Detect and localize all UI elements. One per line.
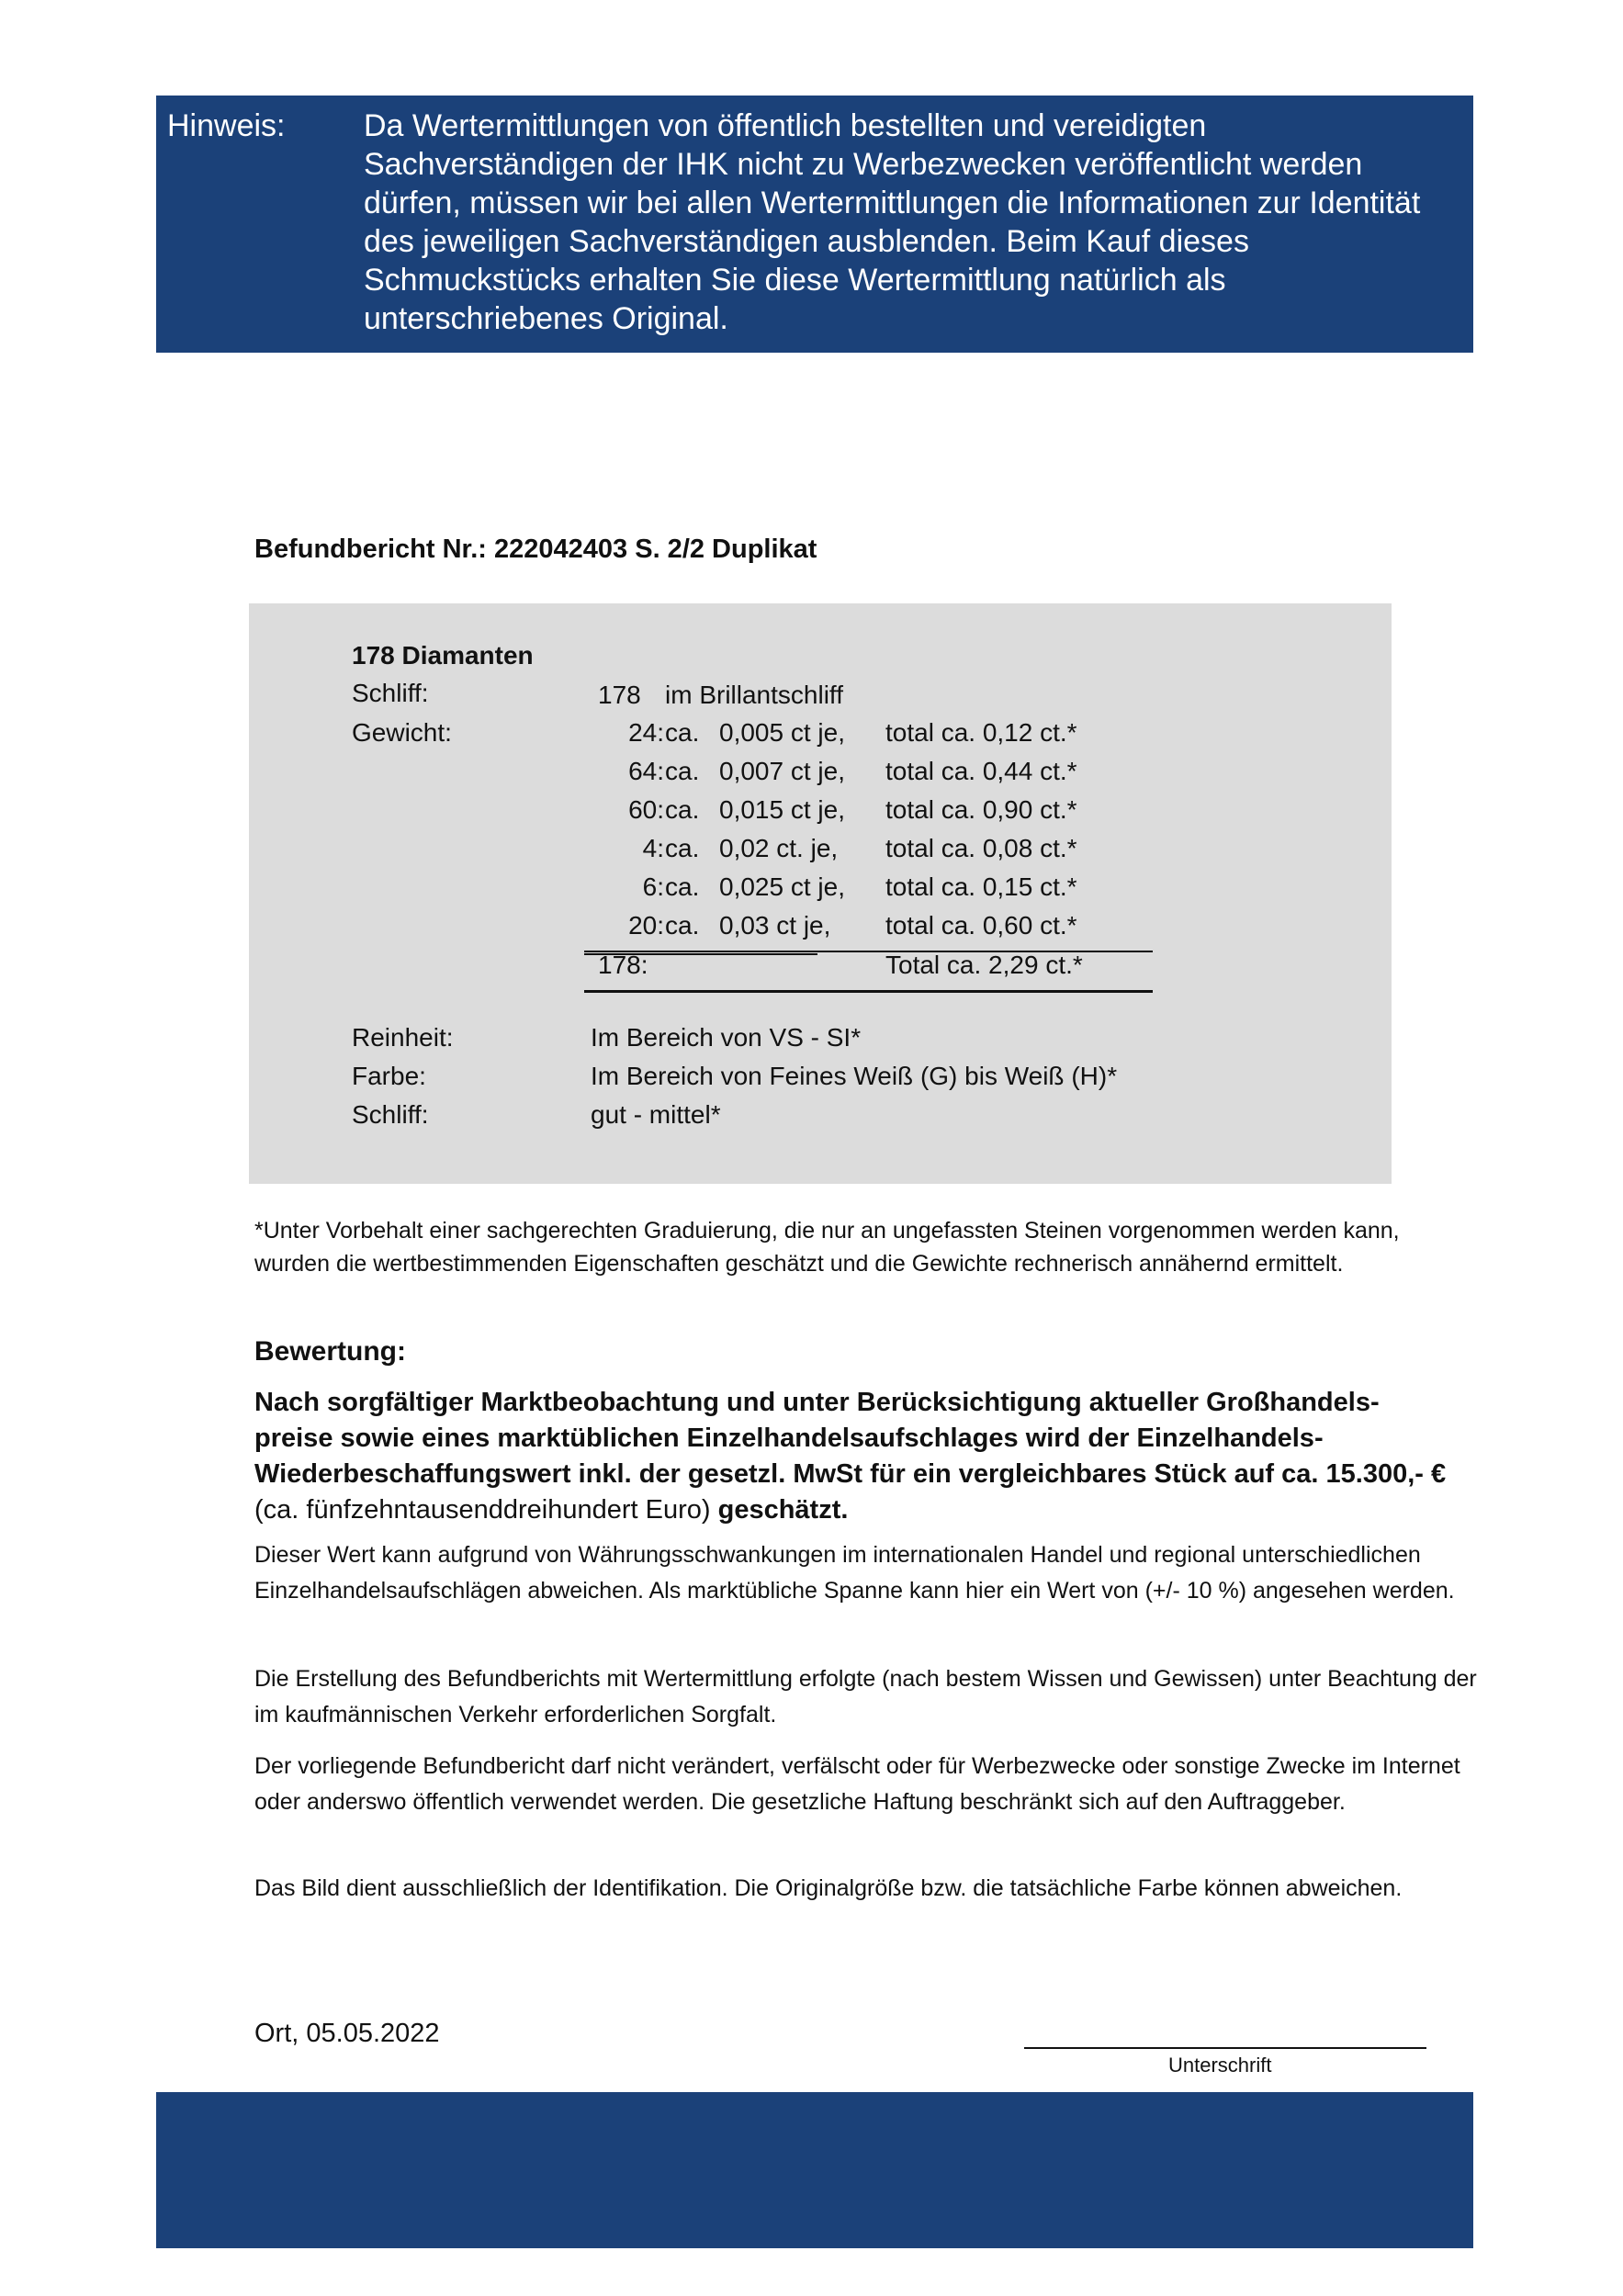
sum-total: Total ca. 2,29 ct.*: [885, 951, 1083, 979]
evaluation-text: [254, 1385, 1448, 1528]
weight-total: total ca. 0,15 ct.*: [885, 872, 1077, 901]
clarity-label: Reinheit:: [352, 1023, 454, 1052]
paragraph-image: Das Bild dient ausschließlich der Identifikation. Die Originalgröße bzw. die tatsächliche Farbe können abweichen.: [254, 1875, 1403, 1901]
notice-label: Hinweis:: [167, 108, 286, 143]
notice-text: Da Wertermittlungen von öffentlich bestellten und vereidigten Sachverständigen der IHK nicht zu Werbezwecken veröffentlicht werden dürfen, müssen wir bei allen Wertermittlungen die Informationen zur Identität des jeweiligen Sachverständigen ausblenden. Beim Kauf dieses Schmuckstücks erhalten Sie diese Wertermittlung natürlich als unterschriebenes Original.: [364, 108, 1421, 336]
diamond-specs-panel: [249, 603, 1392, 1184]
clarity-value: Im Bereich von VS - SI*: [591, 1023, 862, 1052]
cut-label: Schliff:: [352, 679, 429, 707]
total-underline: [584, 990, 1153, 993]
cut-value: im Brillantschliff: [665, 681, 843, 709]
weight-total: total ca. 0,12 ct.*: [885, 718, 1077, 747]
place-date: Ort, 05.05.2022: [254, 2019, 440, 2048]
notice-box: [156, 96, 1473, 353]
weight-count: 6:: [642, 872, 664, 901]
footer-band: [156, 2092, 1473, 2248]
weight-total: total ca. 0,90 ct.*: [885, 795, 1077, 824]
weight-each: 0,007 ct je,: [719, 757, 845, 785]
weight-ca: ca.: [665, 757, 700, 785]
weight-each: 0,02 ct. je,: [719, 834, 839, 862]
weight-count: 64:: [628, 757, 664, 785]
weight-count: 20:: [628, 911, 664, 940]
evaluation-text-end: geschätzt.: [717, 1495, 849, 1525]
weight-total: total ca. 0,08 ct.*: [885, 834, 1077, 862]
quality-label: Schliff:: [352, 1100, 429, 1129]
report-title: Befundbericht Nr.: 222042403 S. 2/2 Duplikat: [254, 535, 817, 564]
weight-ca: ca.: [665, 795, 700, 824]
signature-label: Unterschrift: [1168, 2054, 1272, 2077]
quality-value: gut - mittel*: [591, 1100, 721, 1129]
weight-each: 0,005 ct je,: [719, 718, 845, 747]
evaluation-amount-words: (ca. fünfzehntausenddreihundert Euro): [254, 1495, 711, 1525]
evaluation-label: Bewertung:: [254, 1336, 406, 1367]
weight-ca: ca.: [665, 911, 700, 940]
paragraph-currency: Dieser Wert kann aufgrund von Währungsschwankungen im internationalen Handel und regional unterschiedlichen Einzelhandelsaufschlägen abweichen. Als marktübliche Spanne kann hier ein Wert von (+/- 10 %) angesehen werden.: [254, 1542, 1455, 1604]
sum-count: 178:: [598, 951, 648, 979]
weight-each: 0,025 ct je,: [719, 872, 845, 901]
paragraph-diligence: Die Erstellung des Befundberichts mit Wertermittlung erfolgte (nach bestem Wissen und Gewissen) unter Beachtung der im kaufmännischen Verkehr erforderlichen Sorgfalt.: [254, 1666, 1477, 1728]
weight-total: total ca. 0,44 ct.*: [885, 757, 1077, 785]
weight-ca: ca.: [665, 718, 700, 747]
paragraph-usage: Der vorliegende Befundbericht darf nicht verändert, verfälscht oder für Werbezwecke oder sonstige Zwecke im Internet oder anderswo öffentlich verwendet werden. Die gesetzliche Haftung beschränkt sich auf den Auftraggeber.: [254, 1753, 1460, 1815]
specs-heading: 178 Diamanten: [352, 641, 534, 670]
weight-each: 0,015 ct je,: [719, 795, 845, 824]
weight-count: 4:: [642, 834, 664, 862]
color-value: Im Bereich von Feines Weiß (G) bis Weiß (H)*: [591, 1062, 1118, 1090]
weight-ca: ca.: [665, 872, 700, 901]
weight-total: total ca. 0,60 ct.*: [885, 911, 1077, 940]
weight-each: 0,03 ct je,: [719, 911, 831, 940]
footnote: *Unter Vorbehalt einer sachgerechten Graduierung, die nur an ungefassten Steinen vorgenommen werden kann, wurden die wertbestimmenden Eigenschaften geschätzt und die Gewichte rechnerisch annähernd ermittelt.: [254, 1218, 1400, 1277]
color-label: Farbe:: [352, 1062, 426, 1090]
evaluation-text-main: Nach sorgfältiger Marktbeobachtung und unter Berücksichtigung aktueller Großhandels-preise sowie eines marktüblichen Einzelhandelsaufschlages wird der Einzelhandels-Wiederbeschaffungswert inkl. der gesetzl. MwSt für ein vergleichbares Stück auf ca. 15.300,- €: [254, 1388, 1447, 1489]
weight-ca: ca.: [665, 834, 700, 862]
weight-label: Gewicht:: [352, 718, 452, 747]
weight-count: 60:: [628, 795, 664, 824]
cut-count: 178: [598, 681, 641, 709]
weight-count: 24:: [628, 718, 664, 747]
signature-line: [1024, 2047, 1426, 2049]
